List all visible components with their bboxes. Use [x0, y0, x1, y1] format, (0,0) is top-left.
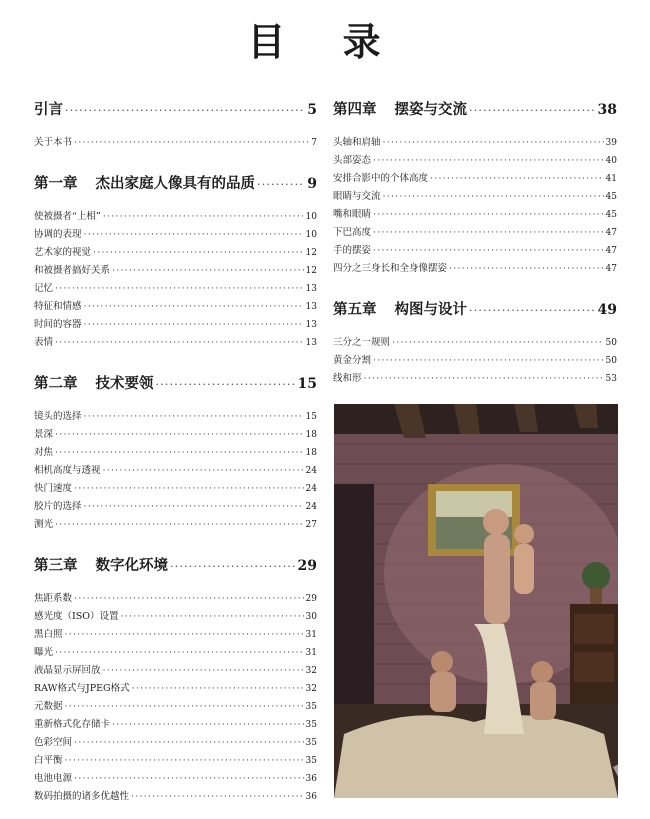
- page-number: 15: [305, 412, 317, 422]
- entry-title: 和被摄者搞好关系: [34, 265, 111, 276]
- family-portrait-photo: [334, 404, 618, 798]
- dot-leader: [55, 280, 304, 298]
- dot-leader: [373, 242, 604, 260]
- toc-entry: [333, 352, 617, 370]
- dot-leader: [430, 170, 604, 188]
- page-number: 39: [605, 138, 617, 148]
- page-number: 5: [307, 102, 317, 118]
- entry-title: 关于本书: [34, 137, 73, 148]
- entry-title: 感光度（ISO）设置: [34, 611, 119, 622]
- chapter-title: 杰出家庭人像具有的品质: [95, 175, 255, 192]
- dot-leader: [373, 152, 604, 170]
- entry-title: 元数据: [34, 701, 63, 712]
- page-number: 15: [297, 376, 317, 392]
- toc-entry: [34, 770, 317, 788]
- watermark: DG: [609, 748, 650, 786]
- chapter-title: 构图与设计: [394, 301, 467, 318]
- page-number: 32: [305, 684, 317, 694]
- toc-entry: [34, 752, 317, 770]
- toc-entry: [34, 716, 317, 734]
- toc-entry: [34, 426, 317, 444]
- entry-title: 液晶显示屏回放: [34, 665, 101, 676]
- toc-entry: [34, 608, 317, 626]
- toc-entry: [34, 226, 317, 244]
- dot-leader: [469, 297, 596, 324]
- page-number: 13: [305, 338, 317, 348]
- page-number: 13: [305, 302, 317, 312]
- entry-title: 手的摆姿: [333, 245, 372, 256]
- toc-entry: [34, 698, 317, 716]
- page-number: 27: [305, 520, 317, 530]
- dot-leader: [257, 171, 305, 198]
- page-number: 10: [305, 212, 317, 222]
- entry-title: 记忆: [34, 283, 54, 294]
- toc-entry: [333, 152, 617, 170]
- toc-entry: [34, 590, 317, 608]
- toc-chapter: [333, 96, 617, 124]
- toc-entry: [34, 462, 317, 480]
- dot-leader: [65, 752, 304, 770]
- toc-entry: [34, 498, 317, 516]
- dot-leader: [103, 662, 304, 680]
- page-number: 13: [305, 284, 317, 294]
- dot-leader: [55, 444, 304, 462]
- page-number: 49: [597, 302, 617, 318]
- dot-leader: [65, 97, 305, 124]
- chapter-number: 第五章: [333, 301, 377, 318]
- dot-leader: [373, 206, 604, 224]
- toc-entry: [34, 734, 317, 752]
- page-title: 目 录: [247, 20, 403, 64]
- toc-left-column: [34, 96, 317, 806]
- dot-leader: [132, 680, 304, 698]
- entry-title: 三分之一规则: [333, 337, 391, 348]
- page-number: 7: [311, 138, 317, 148]
- toc-entry: [34, 298, 317, 316]
- toc-entry: [333, 206, 617, 224]
- page-number: 32: [305, 666, 317, 676]
- entry-title: 嘴和眼睛: [333, 209, 372, 220]
- page-number: 38: [597, 102, 617, 118]
- toc-entry: [34, 480, 317, 498]
- toc-entry: [333, 224, 617, 242]
- dot-leader: [156, 371, 296, 398]
- page-number: 47: [605, 246, 617, 256]
- entry-title: 曝光: [34, 647, 54, 658]
- entry-title: RAW格式与JPEG格式: [34, 683, 130, 694]
- dot-leader: [469, 97, 596, 124]
- dot-leader: [373, 352, 604, 370]
- page-number: 47: [605, 264, 617, 274]
- dot-leader: [170, 553, 296, 580]
- entry-title: 安排合影中的个体高度: [333, 173, 429, 184]
- dot-leader: [55, 334, 304, 352]
- dot-leader: [131, 788, 304, 806]
- dot-leader: [392, 334, 604, 352]
- dot-leader: [364, 370, 604, 388]
- page-number: 10: [305, 230, 317, 240]
- toc-entry: [34, 680, 317, 698]
- toc-chapter: [34, 170, 317, 198]
- dot-leader: [383, 134, 604, 152]
- dot-leader: [65, 626, 304, 644]
- page-number: 35: [305, 702, 317, 712]
- page-number: 29: [297, 558, 317, 574]
- dot-leader: [373, 224, 604, 242]
- toc-entry: [34, 134, 317, 152]
- page-number: 30: [305, 612, 317, 622]
- chapter-number: 第二章: [34, 375, 78, 392]
- page-number: 13: [305, 320, 317, 330]
- page-number: 35: [305, 720, 317, 730]
- toc-right-column: [333, 96, 617, 388]
- dot-leader: [65, 698, 304, 716]
- page-number: 9: [307, 176, 317, 192]
- dot-leader: [112, 262, 304, 280]
- dot-leader: [74, 734, 304, 752]
- entry-title: 胶片的选择: [34, 501, 82, 512]
- toc-entry: [34, 334, 317, 352]
- entry-title: 黑白照: [34, 629, 63, 640]
- entry-title: 协调的表现: [34, 229, 82, 240]
- page-number: 36: [305, 774, 317, 784]
- toc-entry: [34, 626, 317, 644]
- toc-entry: [34, 788, 317, 806]
- entry-title: 电池电源: [34, 773, 73, 784]
- page-number: 18: [305, 448, 317, 458]
- page-number: 18: [305, 430, 317, 440]
- page-number: 45: [605, 210, 617, 220]
- page-number: 24: [305, 466, 317, 476]
- dot-leader: [103, 208, 304, 226]
- toc-entry: [34, 408, 317, 426]
- dot-leader: [74, 590, 304, 608]
- toc-entry: [34, 644, 317, 662]
- dot-leader: [55, 426, 304, 444]
- entry-title: 镜头的选择: [34, 411, 82, 422]
- toc-entry: [333, 134, 617, 152]
- page-number: 24: [305, 502, 317, 512]
- toc-entry: [34, 444, 317, 462]
- dot-leader: [55, 644, 304, 662]
- family-portrait-illustration: [334, 404, 618, 798]
- dot-leader: [84, 498, 304, 516]
- chapter-title: 技术要领: [95, 375, 154, 392]
- dot-leader: [84, 298, 304, 316]
- page-number: 50: [605, 356, 617, 366]
- entry-title: 白平衡: [34, 755, 63, 766]
- chapter-title: 数字化环境: [95, 557, 168, 574]
- dot-leader: [383, 188, 604, 206]
- chapter-number: 第三章: [34, 557, 78, 574]
- page-number: 31: [305, 630, 317, 640]
- entry-title: 测光: [34, 519, 54, 530]
- entry-title: 艺术家的视觉: [34, 247, 92, 258]
- dot-leader: [93, 244, 304, 262]
- toc-entry: [333, 370, 617, 388]
- dot-leader: [112, 716, 304, 734]
- chapter-number: 第一章: [34, 175, 78, 192]
- chapter-title: 摆姿与交流: [394, 101, 467, 118]
- entry-title: 相机高度与透视: [34, 465, 101, 476]
- toc-chapter: [333, 296, 617, 324]
- page-number: 36: [305, 792, 317, 802]
- dot-leader: [84, 226, 304, 244]
- entry-title: 四分之三身长和全身像摆姿: [333, 263, 448, 274]
- toc-entry: [34, 244, 317, 262]
- page-number: 53: [605, 374, 617, 384]
- entry-title: 头轴和肩轴: [333, 137, 381, 148]
- chapter-title: 引言: [34, 101, 63, 118]
- entry-title: 特征和情感: [34, 301, 82, 312]
- page-number: 12: [305, 266, 317, 276]
- page-number: 50: [605, 338, 617, 348]
- entry-title: 时间的容器: [34, 319, 82, 330]
- toc-entry: [333, 242, 617, 260]
- page-number: 31: [305, 648, 317, 658]
- dot-leader: [74, 480, 304, 498]
- toc-entry: [34, 516, 317, 534]
- page-number: 35: [305, 756, 317, 766]
- toc-entry: [34, 262, 317, 280]
- entry-title: 使被摄者“上相”: [34, 211, 101, 222]
- toc-entry: [333, 260, 617, 278]
- entry-title: 景深: [34, 429, 54, 440]
- dot-leader: [55, 516, 304, 534]
- toc-entry: [34, 662, 317, 680]
- entry-title: 重新格式化存储卡: [34, 719, 111, 730]
- chapter-number: 第四章: [333, 101, 377, 118]
- toc-entry: [333, 334, 617, 352]
- entry-title: 对焦: [34, 447, 54, 458]
- page-number: 45: [605, 192, 617, 202]
- dot-leader: [449, 260, 604, 278]
- page-number: 40: [605, 156, 617, 166]
- page-number: 47: [605, 228, 617, 238]
- entry-title: 眼睛与交流: [333, 191, 381, 202]
- entry-title: 焦距系数: [34, 593, 73, 604]
- dot-leader: [103, 462, 304, 480]
- page-number: 41: [605, 174, 617, 184]
- page-number: 29: [305, 594, 317, 604]
- entry-title: 快门速度: [34, 483, 73, 494]
- entry-title: 下巴高度: [333, 227, 372, 238]
- entry-title: 数码拍摄的诸多优越性: [34, 791, 130, 802]
- toc-entry: [34, 316, 317, 334]
- entry-title: 黄金分割: [333, 355, 372, 366]
- toc-chapter: [34, 370, 317, 398]
- toc-entry: [333, 170, 617, 188]
- entry-title: 头部姿态: [333, 155, 372, 166]
- page-number: 12: [305, 248, 317, 258]
- entry-title: 线和形: [333, 373, 362, 384]
- dot-leader: [74, 770, 304, 788]
- dot-leader: [121, 608, 304, 626]
- dot-leader: [84, 408, 304, 426]
- toc-chapter: [34, 552, 317, 580]
- entry-title: 表情: [34, 337, 54, 348]
- dot-leader: [74, 134, 309, 152]
- toc-entry: [333, 188, 617, 206]
- page-number: 24: [305, 484, 317, 494]
- page-number: 35: [305, 738, 317, 748]
- entry-title: 色彩空间: [34, 737, 73, 748]
- dot-leader: [84, 316, 304, 334]
- toc-entry: [34, 208, 317, 226]
- toc-chapter: [34, 96, 317, 124]
- toc-entry: [34, 280, 317, 298]
